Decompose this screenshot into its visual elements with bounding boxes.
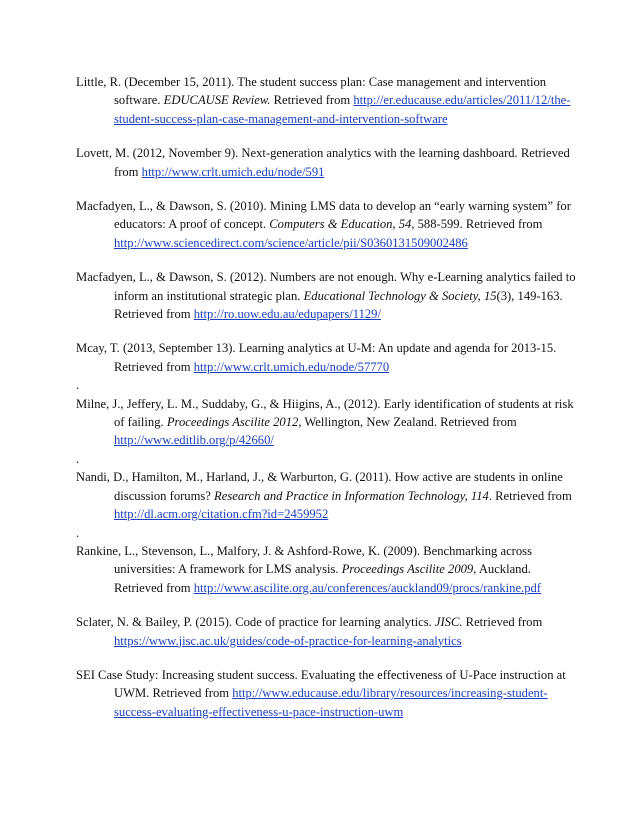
reference-list bbox=[76, 73, 576, 737]
reference-entry: Macfadyen, L., & Dawson, S. (2012). Numbers are not enough. Why e-Learning analytics failed to inform an institutional strategic plan. Educational Technology & Society, 15(3), 149-163. Retrieved from http://ro.uow.edu.au/edupapers/1129/ bbox=[76, 270, 576, 322]
reference-entry: Rankine, L., Stevenson, L., Malfory, J. & Ashford-Rowe, K. (2009). Benchmarking across universities: A framework for LMS analysis. Proceedings Ascilite 2009, Auckland. Retrieved from http://www.ascilite.org.au/conferences/auckland09/procs/rankine.pdf bbox=[76, 543, 541, 595]
reference-link[interactable]: http://www.educause.edu/library/resources/increasing-student-success-evaluating-effectiveness-u-pace-instruction-uwm bbox=[114, 686, 548, 719]
reference-link[interactable]: http://www.sciencedirect.com/science/article/pii/S0360131509002486 bbox=[114, 235, 468, 250]
reference-entry: Macfadyen, L., & Dawson, S. (2010). Mining LMS data to develop an “early warning system” for educators: A proof of concept. Computers & Education, 54, 588-599. Retrieved from http://www.sciencedirect.com/science/article/pii/S0360131509002486 bbox=[76, 199, 571, 250]
reference-link[interactable]: http://www.crlt.umich.edu/node/591 bbox=[141, 164, 325, 179]
separator-dot: . bbox=[76, 451, 80, 466]
reference-link[interactable]: http://www.ascilite.org.au/conferences/auckland09/procs/rankine.pdf bbox=[193, 580, 541, 595]
reference-entry: SEI Case Study: Increasing student success. Evaluating the effectiveness of U-Pace instruction at UWM. Retrieved from http://www.educause.edu/library/resources/increasing-student-success-evaluating-effectiveness-u-pace-instruction-uwm bbox=[76, 667, 566, 719]
reference-entry: Milne, J., Jeffery, L. M., Suddaby, G., & Hiigins, A., (2012). Early identification of students at risk of failing. Proceedings Ascilite 2012, Wellington, New Zealand. Retrieved from http://www.editlib.org/p/42660/ bbox=[76, 396, 574, 448]
separator-dot: . bbox=[76, 525, 80, 540]
reference-link[interactable]: http://er.educause.edu/articles/2011/12/the-student-success-plan-case-management-and-intervention-software bbox=[114, 93, 571, 126]
reference-link[interactable]: http://www.crlt.umich.edu/node/57770 bbox=[193, 359, 390, 374]
reference-entry: Nandi, D., Hamilton, M., Harland, J., & Warburton, G. (2011). How active are students in online discussion forums? Research and Practice in Information Technology, 114. Retrieved from http://dl.acm.org/citation.cfm?id=2459952 bbox=[76, 470, 572, 522]
reference-link[interactable]: https://www.jisc.ac.uk/guides/code-of-practice-for-learning-analytics bbox=[114, 633, 462, 648]
reference-entry: Sclater, N. & Bailey, P. (2015). Code of practice for learning analytics. JISC. Retrieved from https://www.jisc.ac.uk/guides/code-of-practice-for-learning-analytics bbox=[76, 615, 543, 648]
reference-link[interactable]: http://dl.acm.org/citation.cfm?id=2459952 bbox=[114, 507, 329, 522]
reference-entry: Little, R. (December 15, 2011). The student success plan: Case management and intervention software. EDUCAUSE Review. Retrieved from http://er.educause.edu/articles/2011/12/the-student-success-plan-case-management-and-intervention-software bbox=[76, 75, 571, 126]
reference-entry: Mcay, T. (2013, September 13). Learning analytics at U-M: An update and agenda for 2013-15. Retrieved from http://www.crlt.umich.edu/node/57770 bbox=[76, 341, 557, 374]
reference-link[interactable]: http://www.editlib.org/p/42660/ bbox=[114, 433, 274, 448]
separator-dot: . bbox=[76, 378, 80, 393]
reference-link[interactable]: http://ro.uow.edu.au/edupapers/1129/ bbox=[193, 307, 381, 322]
reference-entry: Lovett, M. (2012, November 9). Next-generation analytics with the learning dashboard. Retrieved from http://www.crlt.umich.edu/node/591 bbox=[76, 146, 570, 179]
